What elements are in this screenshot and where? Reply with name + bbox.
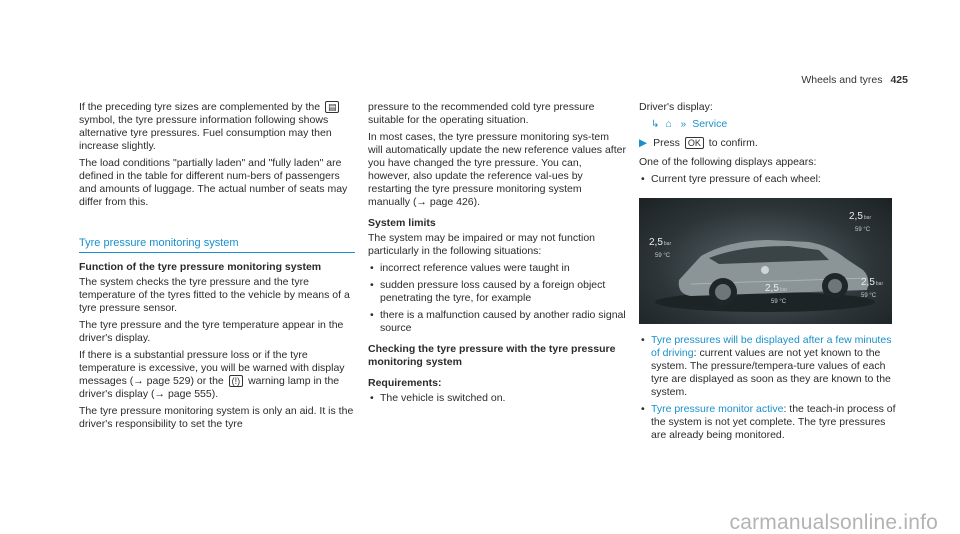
page-number: 425 — [890, 74, 908, 86]
pressure-label: 2,5bar — [649, 237, 672, 248]
paragraph: The system checks the tyre pressure and the tyre temperature of the tyres fitted to the vehicle by means of a tyre pressure sensor. — [79, 276, 350, 314]
paragraph: pressure to the recommended cold tyre pressure suitable for the operating situation. — [368, 101, 595, 126]
display-label: Driver's display: — [639, 101, 713, 113]
heading: Checking the tyre pressure with the tyre pressure monitoring system — [368, 343, 616, 368]
bullet-list — [368, 262, 626, 335]
watermark: carmanualsonline.info — [729, 511, 938, 534]
paragraph: The tyre pressure monitoring system is only an aid. It is the driver's responsibility to set the tyre — [79, 405, 354, 430]
temperature-label: 59 °C — [855, 227, 871, 233]
section-title: Tyre pressure monitoring system — [79, 237, 355, 253]
paragraph: If there is a substantial pressure loss or if the tyre temperature is excessive, you will be warned with display messages (→ page 529) or the (!) warning lamp in the driver's display (→ page 555). — [79, 349, 345, 400]
header-section: Wheels and tyres — [801, 74, 883, 86]
tyre-info-icon: ▤ — [325, 101, 340, 113]
list-item: • incorrect reference values were taught in — [368, 262, 626, 275]
paragraph: One of the following displays appears: — [639, 156, 817, 168]
paragraph: The tyre pressure and the tyre temperature appear in the driver's display. — [79, 319, 344, 344]
list-item: • Current tyre pressure of each wheel: — [639, 173, 899, 186]
action-triangle-icon: ▶ — [639, 137, 648, 149]
list-item: • there is a malfunction caused by another radio signal source — [368, 309, 626, 335]
pressure-label: 2,5bar — [861, 277, 884, 288]
paragraph: In most cases, the tyre pressure monitoring sys-tem will automatically update the new reference values after you have changed the tyre pressure. You can, however, also update the reference val-ues by restarting the tyre pressure monitoring system manually (→ page 426). — [368, 131, 626, 208]
menu-service: Service — [692, 118, 728, 130]
temperature-label: 59 °C — [861, 293, 877, 299]
page-header — [801, 74, 908, 87]
pressure-label: 2,5bar — [765, 283, 788, 294]
heading: Function of the tyre pressure monitoring system — [79, 261, 322, 273]
heading: Requirements: — [368, 377, 442, 389]
paragraph: The system may be impaired or may not function particularly in the following situations: — [368, 232, 596, 257]
column-1 — [79, 101, 355, 435]
bullet-list — [639, 173, 899, 186]
list-item: • sudden pressure loss caused by a foreign object penetrating the tyre, for example — [368, 279, 626, 305]
bullet-list — [639, 334, 899, 442]
double-chevron-icon: » — [680, 119, 687, 130]
temperature-label: 59 °C — [655, 253, 671, 259]
list-item: • Tyre pressures will be displayed after a few minutes of driving: current values are not yet known to the system. The pressure/tempera-ture values of each tyre are displayed as soon as they are known to the system. — [639, 334, 899, 399]
column-3 — [639, 101, 899, 446]
menu-arrow-icon: ↳ — [651, 119, 660, 130]
paragraph: The load conditions "partially laden" and "fully laden" are defined in the table for different num-bers of passengers and amounts of luggage. The actual number of seats may differ from this. — [79, 157, 348, 208]
ok-button-icon: OK — [685, 137, 704, 149]
tyre-warning-icon: (!) — [229, 375, 244, 387]
list-item: • Tyre pressure monitor active: the teach-in process of the system is not yet complete. The tyre pressures are already being monitored. — [639, 403, 899, 442]
pressure-label: 2,5bar — [849, 211, 872, 222]
list-item: • The vehicle is switched on. — [368, 392, 626, 405]
heading: System limits — [368, 217, 436, 229]
action-step: ▶ Press OK to confirm. — [639, 137, 758, 149]
temperature-label: 59 °C — [771, 299, 787, 305]
column-2 — [368, 101, 626, 409]
home-icon: ⌂ — [665, 118, 672, 130]
menu-path — [651, 118, 899, 131]
display-message: Tyre pressures will be displayed after a few minutes of driving — [651, 334, 892, 359]
tyre-pressure-display-image — [639, 198, 892, 324]
bullet-list — [368, 392, 626, 405]
paragraph: If the preceding tyre sizes are complemented by the ▤ symbol, the tyre pressure information following shows alternative tyre pressures. Fuel consumption may then increase slightly. — [79, 101, 355, 153]
display-message: Tyre pressure monitor active — [651, 403, 784, 415]
